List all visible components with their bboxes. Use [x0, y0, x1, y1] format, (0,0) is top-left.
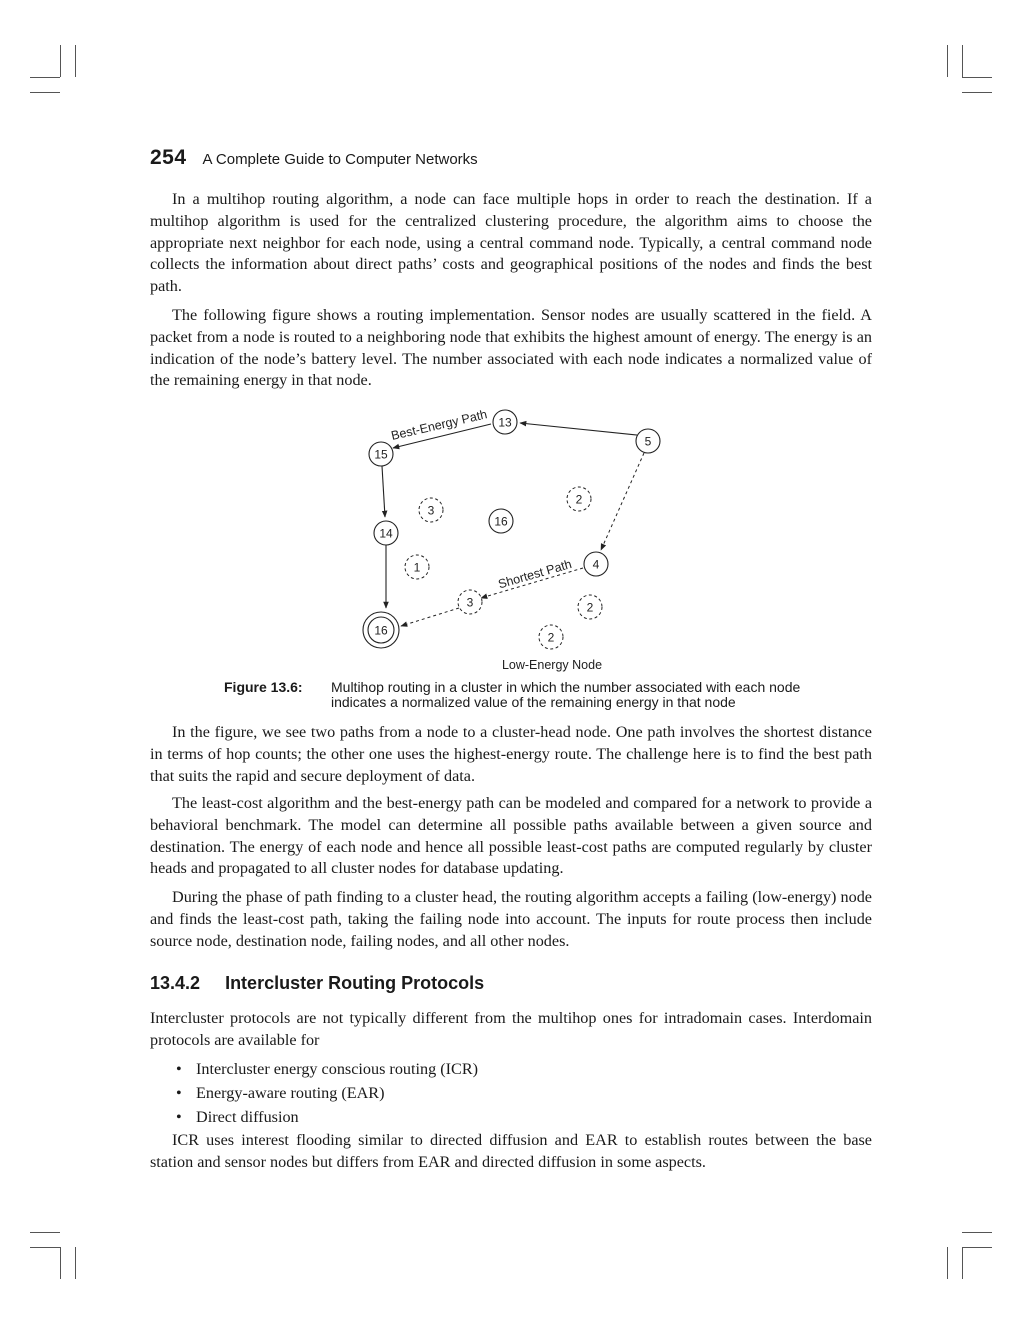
svg-text:2: 2 — [547, 630, 555, 645]
paragraph-5: During the phase of path finding to a cluster head, the routing algorithm accepts a failing (low-energy) node and finds the least-cost path, taking the failing node into account. The inputs for route process then include source node, destination node, failing nodes, and all other nodes. — [150, 888, 872, 950]
paragraph-3: In the figure, we see two paths from a node to a cluster-head node. One path involves the shortest distance in terms of hop counts; the other one uses the highest-energy route. The challenge here is to find the best path that suits the rapid and secure deployment of data. — [150, 723, 872, 785]
low-energy-node-label: Low-Energy Node — [501, 658, 603, 672]
crop-mark — [60, 1247, 61, 1279]
svg-text:2: 2 — [586, 600, 594, 615]
svg-text:14: 14 — [379, 526, 393, 541]
book-title: A Complete Guide to Computer Networks — [202, 151, 478, 168]
paragraph-4: The least-cost algorithm and the best-energy path can be modeled and compared for a network to provide a behavioral benchmark. The model can determine all possible paths available between a given source and destination. The energy of each node and hence all possible least-cost paths are computed regularly by cluster heads and propagated to all cluster nodes for database updating. — [150, 794, 872, 878]
crop-mark — [60, 45, 61, 77]
crop-mark — [962, 45, 963, 77]
low-energy-node-3-top — [419, 498, 443, 522]
best-energy-path-label: Best-Energy Path — [389, 407, 489, 443]
list-item: • Direct diffusion — [176, 1108, 299, 1126]
shortest-path-label: Shortest Path — [496, 556, 574, 592]
crop-mark — [30, 1232, 60, 1233]
low-energy-node-2-bottom — [539, 625, 563, 649]
svg-text:5: 5 — [644, 434, 652, 449]
section-heading — [150, 973, 484, 994]
crop-mark — [30, 1247, 60, 1248]
list-item: • Energy-aware routing (EAR) — [176, 1084, 385, 1102]
section-title: Intercluster Routing Protocols — [225, 973, 485, 993]
paragraph-7: ICR uses interest flooding similar to directed diffusion and EAR to establish routes between the base station and sensor nodes but differs from EAR and directed diffusion in some aspects. — [150, 1131, 872, 1171]
svg-text:16: 16 — [374, 623, 388, 638]
low-energy-node-2-top — [567, 487, 591, 511]
list-item: • Intercluster energy conscious routing (ICR) — [176, 1060, 479, 1078]
crop-mark — [962, 1232, 992, 1233]
paragraph-2: The following figure shows a routing implementation. Sensor nodes are usually scattered in the field. A packet from a node is routed to a neighboring node that exhibits the highest amount of energy. The energy is an indication of the node’s battery level. The number associated with each node indicates a normalized value of the remaining energy in that node. — [150, 306, 872, 390]
node-16-center — [489, 509, 513, 533]
svg-text:1: 1 — [413, 560, 421, 575]
low-energy-node-1 — [405, 555, 429, 579]
crop-mark — [962, 77, 992, 78]
node-14 — [374, 521, 398, 545]
svg-text:13: 13 — [498, 415, 512, 430]
svg-text:3: 3 — [466, 595, 474, 610]
figure-caption-label: Figure 13.6: — [224, 679, 303, 695]
node-5 — [636, 429, 660, 453]
crop-mark — [962, 1247, 963, 1279]
paragraph-6: Intercluster protocols are not typically different from the multihop ones for intradomain cases. Interdomain protocols are available for — [150, 1009, 872, 1049]
svg-text:15: 15 — [374, 447, 388, 462]
crop-mark — [30, 92, 60, 93]
crop-mark — [75, 1247, 76, 1279]
paragraph-1: In a multihop routing algorithm, a node can face multiple hops in order to reach the destination. If a multihop algorithm is used for the centralized clustering procedure, the algorithm aims to choose the appropriate next neighbor for each node, using a central command node. Typically, a central command node collects the information about direct paths’ costs and geographical positions of the nodes and finds the best path. — [150, 190, 872, 296]
crop-mark — [30, 77, 60, 78]
svg-text:2: 2 — [575, 492, 583, 507]
bullet-list — [176, 1057, 478, 1129]
crop-mark — [962, 1247, 992, 1248]
low-energy-node-3-bottom — [458, 590, 482, 614]
svg-text:4: 4 — [592, 557, 600, 572]
routing-figure — [340, 400, 700, 676]
routing-diagram — [340, 400, 700, 676]
figure-caption-text: Multihop routing in a cluster in which the number associated with each node indicates a normalized value of the remaining energy in that node — [331, 679, 801, 710]
crop-mark — [962, 92, 992, 93]
edge-3-to-16 — [401, 608, 459, 626]
svg-text:3: 3 — [427, 503, 435, 518]
page-number: 254 — [150, 146, 187, 169]
crop-mark — [947, 45, 948, 77]
low-energy-node-2-right — [578, 595, 602, 619]
section-number: 13.4.2 — [150, 973, 201, 993]
edge-5-to-4 — [601, 453, 644, 550]
node-15 — [369, 442, 393, 466]
crop-mark — [75, 45, 76, 77]
node-13 — [493, 410, 517, 434]
node-4 — [584, 552, 608, 576]
node-16-cluster-head — [363, 612, 399, 648]
crop-mark — [947, 1247, 948, 1279]
svg-text:16: 16 — [494, 514, 508, 529]
edge-5-to-13 — [520, 423, 637, 435]
running-header — [150, 146, 478, 170]
edge-15-to-14 — [382, 466, 385, 517]
